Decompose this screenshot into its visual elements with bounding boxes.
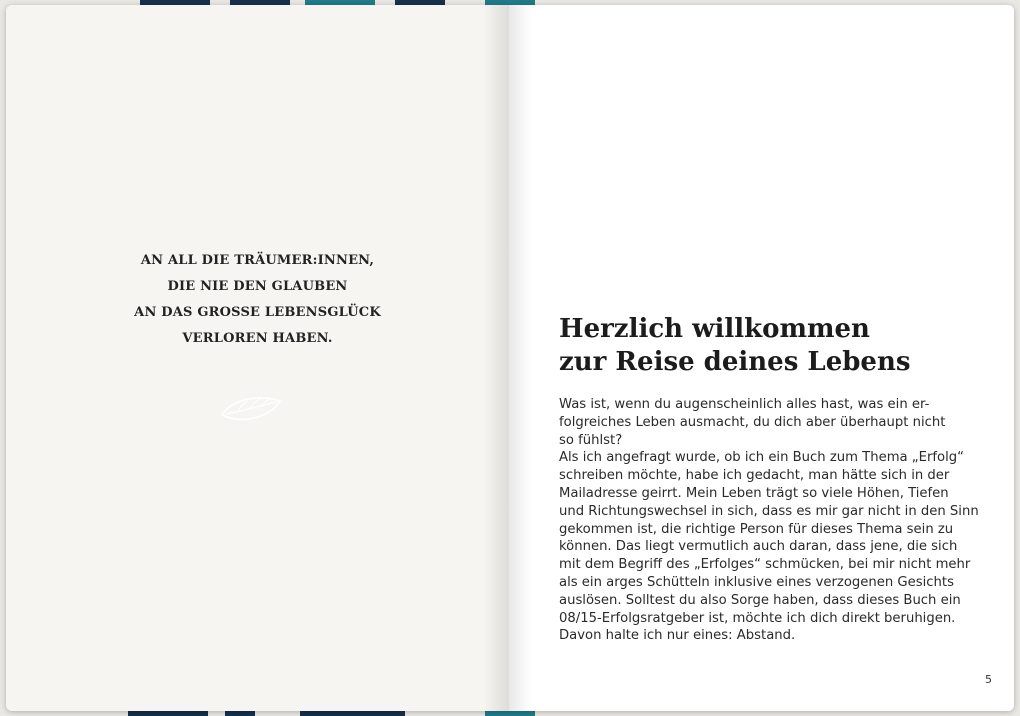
body-line: Mailadresse geirrt. Mein Leben trägt so viele Höhen, Tiefen	[559, 485, 949, 501]
leaf-icon	[216, 389, 286, 429]
body-line: so fühlst?	[559, 432, 623, 448]
heading-line: zur Reise deines Lebens	[559, 347, 911, 377]
body-line: als ein arges Schütteln inklusive eines verzogenen Gesichts	[559, 574, 954, 590]
dedication-line: AN DAS GROSSE LEBENSGLÜCK	[134, 305, 381, 320]
body-line: gekommen ist, die richtige Person für dieses Thema sein zu	[559, 521, 954, 537]
page-number: 5	[985, 673, 992, 686]
chapter-heading	[559, 313, 911, 379]
body-line: Davon halte ich nur eines: Abstand.	[559, 628, 796, 644]
body-line: schreiben möchte, habe ich gedacht, man hätte sich in der	[559, 468, 950, 484]
body-line: 08/15-Erfolgsratgeber ist, möchte ich dich direkt beruhigen.	[559, 610, 956, 626]
left-page	[6, 5, 509, 711]
heading-line: Herzlich willkommen	[559, 314, 870, 344]
body-paragraph	[559, 396, 979, 645]
body-line: mit dem Begriff des „Erfolges“ schmücken, bei mir nicht mehr	[559, 557, 971, 573]
dedication-line: DIE NIE DEN GLAUBEN	[167, 279, 348, 294]
body-line: folgreiches Leben ausmacht, du dich aber überhaupt nicht	[559, 414, 946, 430]
body-line: Als ich angefragt wurde, ob ich ein Buch zum Thema „Erfolg“	[559, 450, 964, 466]
body-line: Was ist, wenn du augenscheinlich alles hast, was ein er-	[559, 397, 930, 412]
dedication-line: AN ALL DIE TRÄUMER:INNEN,	[140, 253, 375, 268]
dedication	[6, 248, 509, 352]
body-line: können. Das liegt vermutlich auch daran, dass jene, die sich	[559, 539, 958, 555]
right-page	[509, 5, 1014, 711]
body-line: auslösen. Solltest du also Sorge haben, dass dieses Buch ein	[559, 592, 961, 608]
open-book-spread	[6, 5, 1014, 711]
body-line: und Richtungswechsel in sich, dass es mir gar nicht in den Sinn	[559, 503, 979, 519]
dedication-line: VERLOREN HABEN.	[182, 331, 333, 346]
